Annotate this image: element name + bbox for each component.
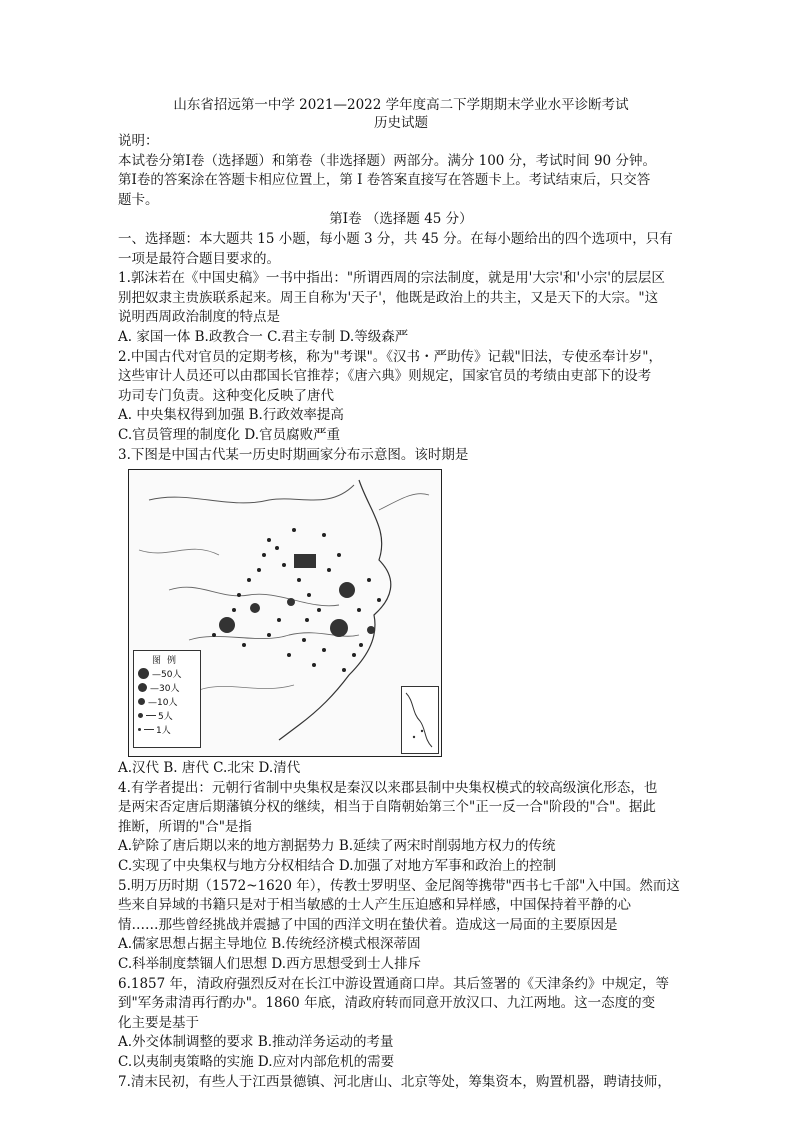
question-2-options: C.官员管理的制度化 D.官员腐败严重 bbox=[118, 426, 341, 443]
instructions-label: 说明： bbox=[118, 133, 159, 149]
legend-label: —30人 bbox=[150, 683, 180, 694]
question-2-stem: 这些审计人员还可以由郡国长官推荐；《唐六典》则规定，国家官员的考绩由吏部下的设考 bbox=[118, 368, 652, 385]
map-legend bbox=[133, 650, 201, 748]
question-6-stem: 到"军务肃清再行酌办"。1860 年底，清政府转而同意开放汉口、九江两地。这一态度的变 bbox=[118, 995, 656, 1012]
question-7-stem: 7.清末民初，有些人于江西景德镇、河北唐山、北京等处，筹集资本，购置机器，聘请技师， bbox=[118, 1073, 671, 1090]
question-1-stem: 说明西周政治制度的特点是 bbox=[118, 309, 280, 326]
question-2-stem: 功司专门负责。这种变化反映了唐代 bbox=[118, 387, 334, 404]
legend-label: 1人 bbox=[156, 725, 171, 736]
question-5-options: C.科举制度禁锢人们思想 D.西方思想受到士人排斥 bbox=[118, 956, 422, 973]
legend-label: —50人 bbox=[152, 669, 182, 680]
question-3-stem: 3.下图是中国古代某一历史时期画家分布示意图。该时期是 bbox=[118, 446, 469, 463]
legend-row bbox=[134, 708, 200, 722]
question-2-stem: 2.中国古代对官员的定期考核，称为"考课"。《汉书・严助传》记载"旧法，专使丞奉计岁"， bbox=[118, 348, 662, 365]
question-5-options: A.儒家思想占据主导地位 B.传统经济模式根深蒂固 bbox=[118, 936, 421, 953]
question-6-options: C.以夷制夷策略的实施 D.应对内部危机的需要 bbox=[118, 1054, 395, 1070]
exam-page bbox=[118, 96, 684, 1092]
legend-label: 5人 bbox=[158, 711, 173, 722]
instructions-text: 本试卷分第Ⅰ卷（选择题）和第卷（非选择题）两部分。满分 100 分，考试时间 90 分钟。 bbox=[118, 152, 656, 169]
instructions-text: 题卡。 bbox=[118, 191, 159, 208]
legend-label: —10人 bbox=[148, 697, 178, 708]
legend-dot-icon bbox=[138, 713, 143, 718]
question-1-stem: 1.郭沫若在《中国史稿》一书中指出："所谓西周的宗法制度，就是用'大宗'和'小宗'的层层区 bbox=[118, 270, 665, 287]
question-4-stem: 是两宋否定唐后期藩镇分权的继续，相当于自隋朝始第三个"正一反一合"阶段的"合"。据此 bbox=[118, 799, 656, 816]
question-5-stem: 情……那些曾经挑战并震撼了中国的西洋文明在蛰伏着。造成这一局面的主要原因是 bbox=[118, 916, 618, 933]
legend-leader-line bbox=[144, 729, 154, 730]
question-6-options: A.外交体制调整的要求 B.推动洋务运动的考量 bbox=[118, 1034, 394, 1051]
legend-row bbox=[134, 680, 200, 694]
section-intro: 一项是最符合题目要求的。 bbox=[118, 250, 280, 267]
painter-distribution-map bbox=[128, 469, 442, 757]
inset-drawing bbox=[402, 687, 438, 753]
exam-title: 山东省招远第一中学 2021—2022 学年度高二下学期期末学业水平诊断考试 bbox=[173, 97, 629, 113]
question-1-options: A. 家国一体 B.政教合一 C.君主专制 D.等级森严 bbox=[118, 328, 409, 345]
south-sea-inset bbox=[401, 686, 439, 754]
legend-row bbox=[134, 694, 200, 708]
question-4-options: C.实现了中央集权与地方分权相结合 D.加强了对地方军事和政治上的控制 bbox=[118, 858, 557, 875]
exam-subject: 历史试题 bbox=[374, 115, 428, 131]
legend-dot-icon bbox=[138, 698, 145, 705]
legend-row bbox=[134, 722, 200, 736]
instructions-text: 第Ⅰ卷的答案涂在答题卡相应位置上，第 Ⅰ 卷答案直接写在答题卡上。考试结束后，只交答 bbox=[118, 172, 651, 189]
question-6-stem: 6.1857 年，清政府强烈反对在长江中游设置通商口岸。其后签署的《天津条约》中规定，等 bbox=[118, 975, 670, 992]
question-4-stem: 推断，所谓的"合"是指 bbox=[118, 818, 252, 835]
legend-dot-icon bbox=[138, 728, 141, 731]
legend-title: 图例 bbox=[151, 656, 182, 667]
legend-dot-icon bbox=[138, 668, 149, 679]
question-4-stem: 4.有学者提出：元朝行省制中央集权是秦汉以来郡县制中央集权模式的较高级演化形态，也 bbox=[118, 779, 658, 796]
question-5-stem: 5.明万历时期（1572~1620 年），传教士罗明坚、金尼阁等携带"西书七千部"入中国。然而这 bbox=[118, 877, 680, 894]
legend-leader-line bbox=[146, 715, 156, 716]
question-1-stem: 别把奴隶主贵族联系起来。周王自称为'天子'，他既是政治上的共主，又是天下的大宗。"这 bbox=[118, 289, 659, 306]
question-6-stem: 化主要是基于 bbox=[118, 1014, 199, 1031]
section-heading: 第Ⅰ卷 （选择题 45 分） bbox=[329, 211, 473, 228]
legend-dot-icon bbox=[138, 683, 147, 692]
question-4-options: A.铲除了唐后期以来的地方割据势力 B.延续了两宋时削弱地方权力的传统 bbox=[118, 838, 556, 855]
section-intro: 一、选择题：本大题共 15 小题，每小题 3 分，共 45 分。在每小题给出的四个选项中，只有 bbox=[118, 230, 673, 247]
legend-row bbox=[134, 666, 200, 680]
question-3-options: A.汉代 B. 唐代 C.北宋 D.清代 bbox=[118, 760, 301, 777]
question-2-options: A. 中央集权得到加强 B.行政效率提高 bbox=[118, 407, 344, 424]
question-5-stem: 些来自异域的书籍只是对于相当敏感的士人产生压迫感和异样感，中国保持着平静的心 bbox=[118, 897, 631, 914]
